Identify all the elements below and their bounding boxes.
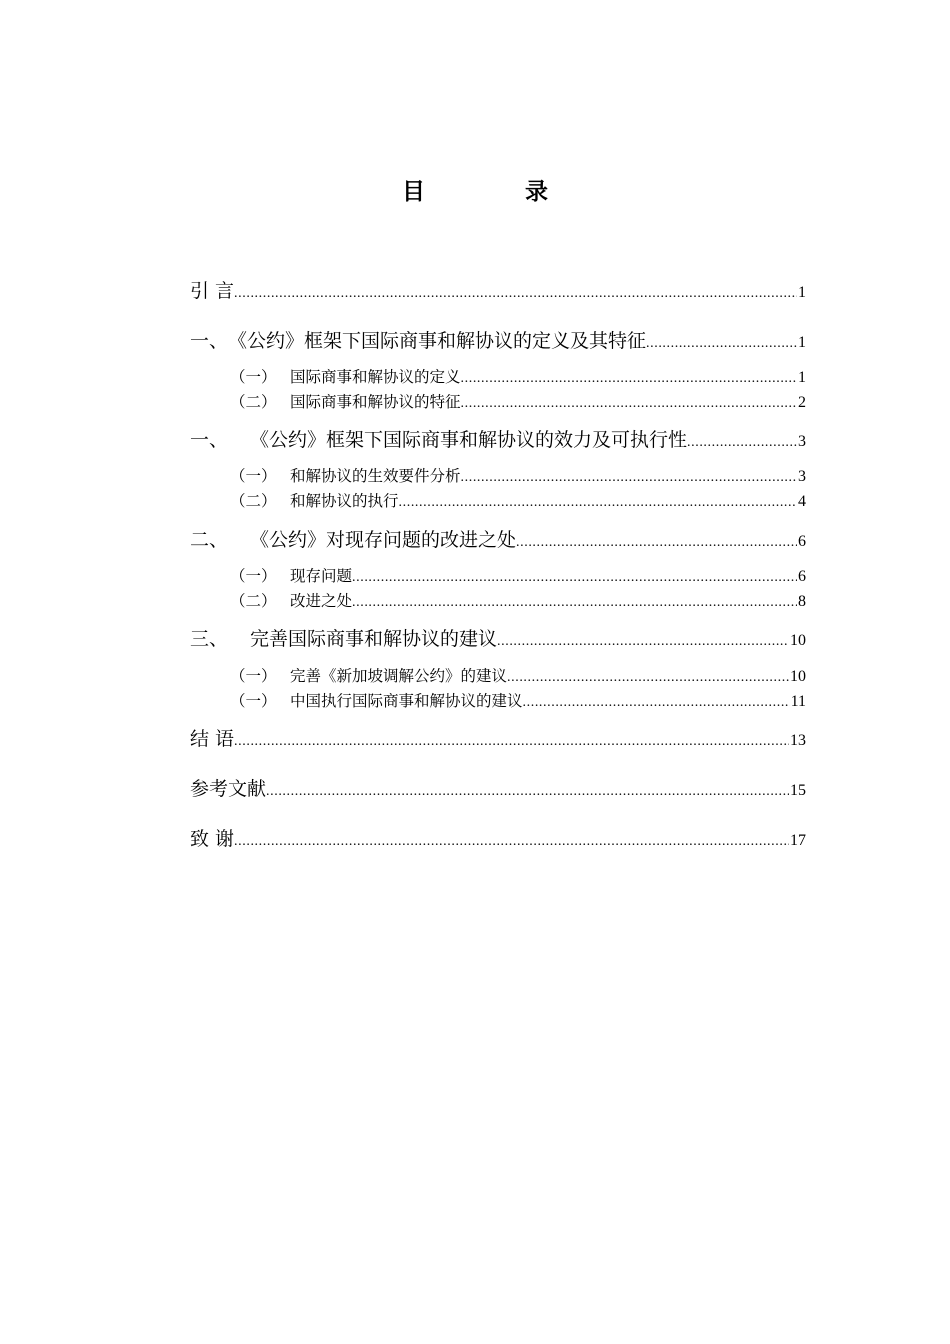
dot-leader (352, 567, 797, 589)
toc-entry-conclusion[interactable] (190, 726, 806, 755)
toc-entry-page: 6 (798, 533, 806, 550)
toc-entry-title: 参考文献 (190, 778, 267, 800)
dot-leader (234, 729, 789, 755)
toc-entry-number: （一） (230, 567, 277, 585)
toc-entry-number: 二、 (190, 529, 229, 551)
toc-entry-number: （一） (230, 368, 277, 386)
toc-entry-page: 3 (798, 433, 806, 450)
toc-entry-title: 完善《新加坡调解公约》的建议 (290, 667, 508, 685)
toc-entry-page: 15 (790, 782, 806, 799)
toc-entry-page: 2 (798, 394, 806, 411)
toc-entry-title: 致 谢 (190, 828, 235, 850)
dot-leader (516, 530, 797, 556)
toc-entry-page: 3 (798, 468, 806, 485)
toc-entry-page: 17 (790, 832, 806, 849)
toc-entry-title: 现存问题 (290, 567, 353, 585)
page-title: 目 录 (401, 179, 594, 205)
dot-leader (461, 393, 797, 415)
toc-entry-page: 13 (790, 732, 806, 749)
dot-leader (687, 430, 797, 456)
dot-leader (461, 467, 797, 489)
toc-entry-page: 11 (790, 693, 806, 710)
toc-entry-title: 改进之处 (290, 592, 353, 610)
toc-entry-number: 一、 (190, 429, 229, 451)
toc-entry-introduction[interactable] (190, 278, 806, 307)
toc-entry-title: 《公约》框架下国际商事和解协议的定义及其特征 (228, 330, 647, 352)
toc-entry-number: 三、 (190, 628, 229, 650)
toc-entry-page: 4 (798, 493, 806, 510)
dot-leader (497, 629, 789, 655)
toc-entry-title: 国际商事和解协议的定义 (290, 368, 461, 386)
toc-entry-references[interactable] (190, 776, 806, 805)
dot-leader (352, 592, 797, 614)
toc-entry-title: 《公约》框架下国际商事和解协议的效力及可执行性 (250, 429, 688, 451)
toc-entry-number: （一） (230, 692, 277, 710)
toc-entry-number: （二） (230, 393, 277, 411)
toc-entry-chapter-1[interactable] (190, 328, 806, 357)
dot-leader (523, 692, 790, 714)
toc-entry-title: 和解协议的执行 (290, 492, 399, 510)
toc-entry-title: 国际商事和解协议的特征 (290, 393, 461, 411)
toc-entry-title: 中国执行国际商事和解协议的建议 (290, 692, 523, 710)
toc-entry-title: 《公约》对现存问题的改进之处 (250, 529, 517, 551)
toc-entry-page: 1 (798, 334, 806, 351)
toc-entry-section-4-2[interactable] (190, 690, 806, 714)
toc-entry-number: （二） (230, 492, 277, 510)
dot-leader (234, 829, 789, 855)
toc-entry-page: 1 (798, 284, 806, 301)
toc-entry-chapter-3[interactable] (190, 527, 806, 556)
toc-entry-number: （一） (230, 667, 277, 685)
toc-entry-section-3-1[interactable] (190, 565, 806, 589)
toc-entry-number: （一） (230, 467, 277, 485)
toc-entry-section-1-1[interactable] (190, 366, 806, 390)
toc-entry-section-2-2[interactable] (190, 490, 806, 514)
toc-entry-number: （二） (230, 592, 277, 610)
dot-leader (234, 281, 797, 307)
dot-leader (646, 331, 797, 357)
toc-entry-acknowledgements[interactable] (190, 826, 806, 855)
toc-entry-page: 6 (798, 568, 806, 585)
toc-entry-page: 8 (798, 593, 806, 610)
dot-leader (266, 779, 789, 805)
toc-entry-chapter-4[interactable] (190, 626, 806, 655)
toc-entry-page: 10 (790, 668, 806, 685)
toc-entry-section-4-1[interactable] (190, 665, 806, 689)
toc-entry-title: 完善国际商事和解协议的建议 (250, 628, 498, 650)
toc-entry-section-3-2[interactable] (190, 590, 806, 614)
toc-entry-number: 一、 (190, 330, 229, 352)
toc-entry-title: 引 言 (190, 280, 235, 302)
toc-entry-section-2-1[interactable] (190, 465, 806, 489)
toc-entry-page: 10 (790, 632, 806, 649)
dot-leader (461, 368, 797, 390)
toc-entry-title: 结 语 (190, 728, 235, 750)
toc-entry-chapter-2[interactable] (190, 427, 806, 456)
toc-entry-page: 1 (798, 369, 806, 386)
toc-entry-title: 和解协议的生效要件分析 (290, 467, 461, 485)
toc-entry-section-1-2[interactable] (190, 391, 806, 415)
dot-leader (399, 492, 797, 514)
dot-leader (507, 667, 789, 689)
